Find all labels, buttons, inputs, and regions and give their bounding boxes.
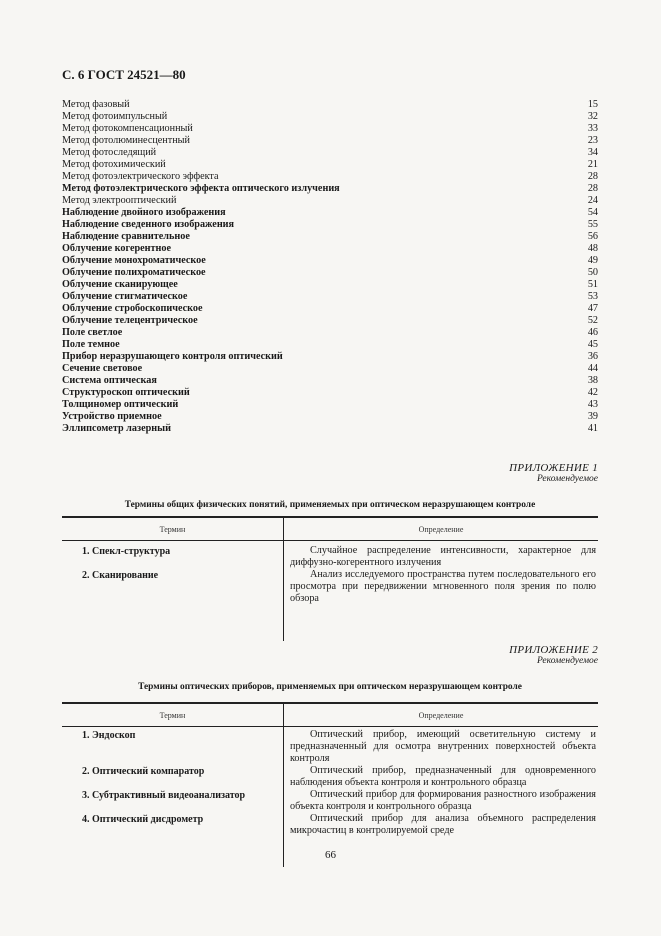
index-term: Поле темное <box>62 339 120 350</box>
appendix-1-title: ПРИЛОЖЕНИЕ 1 <box>509 462 598 474</box>
appendix-2-subtitle: Рекомендуемое <box>536 656 598 666</box>
index-page: 44 <box>587 363 598 374</box>
list-item <box>62 327 598 339</box>
list-item <box>62 363 598 375</box>
appendix-2-table <box>62 702 598 867</box>
index-term: Облучение когерентное <box>62 243 172 254</box>
index-page: 43 <box>587 399 598 410</box>
index-page: 21 <box>587 159 598 170</box>
appendix-2-caption: Термины оптических приборов, применяемых при оптическом неразрушающем контроле <box>138 682 522 692</box>
index-term: Облучение стробоскопическое <box>62 303 203 314</box>
appendix-1-caption: Термины общих физических понятий, применяемых при оптическом неразрушающем контроле <box>124 500 536 510</box>
index-page: 34 <box>587 147 598 158</box>
appendix-1-table <box>62 516 598 641</box>
index-page: 36 <box>587 351 598 362</box>
index-page: 33 <box>587 123 598 134</box>
table-row-definition: Оптический прибор, предназначенный для одновременного наблюдения объекта контроля и контрольного образца <box>290 765 596 788</box>
table-header <box>62 516 598 541</box>
table-row-definition: Оптический прибор для формирования разностного изображения объекта контроля и контрольного образца <box>290 789 596 812</box>
list-item <box>62 111 598 123</box>
index-term: Метод электрооптический <box>62 195 177 206</box>
index-page: 55 <box>587 219 598 230</box>
list-item <box>62 375 598 387</box>
index-term: Прибор неразрушающего контроля оптический <box>62 351 283 362</box>
index-term: Метод фотоэлектрического эффекта <box>62 171 219 182</box>
index-term: Метод фотохимический <box>62 159 166 170</box>
index-page: 28 <box>587 171 598 182</box>
list-item <box>62 183 598 195</box>
list-item <box>62 387 598 399</box>
index-page: 38 <box>587 375 598 386</box>
index-page: 56 <box>587 231 598 242</box>
index-page: 32 <box>587 111 598 122</box>
list-item <box>62 99 598 111</box>
list-item <box>62 351 598 363</box>
index-term: Метод фотоимпульсный <box>62 111 168 122</box>
index-page: 28 <box>587 183 598 194</box>
table-row-term: 1. Спекл-структура <box>82 546 171 557</box>
index-term: Облучение полихроматическое <box>62 267 206 278</box>
table-row-definition: Анализ исследуемого пространства путем последовательного его просмотра при передвижении мгновенного поля зрения по полю обзора <box>290 569 596 604</box>
list-item <box>62 399 598 411</box>
index-page: 52 <box>587 315 598 326</box>
table-row-definition: Случайное распределение интенсивности, характерное для диффузно-когерентного излучения <box>290 545 596 568</box>
index-term: Наблюдение сведенного изображения <box>62 219 235 230</box>
list-item <box>62 159 598 171</box>
index-page: 54 <box>587 207 598 218</box>
index-page: 50 <box>587 267 598 278</box>
table-row-term: 3. Субтрактивный видеоанализатор <box>82 790 246 801</box>
list-item <box>62 135 598 147</box>
list-item <box>62 339 598 351</box>
list-item <box>62 315 598 327</box>
index-term: Метод фотоэлектрического эффекта оптического излучения <box>62 183 340 194</box>
table-row-term: 1. Эндоскоп <box>82 730 136 741</box>
list-item <box>62 423 598 435</box>
list-item <box>62 207 598 219</box>
index-page: 47 <box>587 303 598 314</box>
index-page: 53 <box>587 291 598 302</box>
index-term: Поле светлое <box>62 327 123 338</box>
index-page: 45 <box>587 339 598 350</box>
index-term: Структуроскоп оптический <box>62 387 190 398</box>
table-row-definition: Оптический прибор, имеющий осветительную систему и предназначенный для осмотра внутренних поверхностей объекта контроля <box>290 729 596 764</box>
index-term: Облучение монохроматическое <box>62 255 206 266</box>
index-term: Облучение сканирующее <box>62 279 178 290</box>
index-page: 48 <box>587 243 598 254</box>
list-item <box>62 255 598 267</box>
index-page: 23 <box>587 135 598 146</box>
index-term: Устройство приемное <box>62 411 162 422</box>
appendix-2-heading <box>509 644 598 666</box>
index-page: 39 <box>587 411 598 422</box>
index-term: Сечение световое <box>62 363 143 374</box>
index-page: 24 <box>587 195 598 206</box>
list-item <box>62 147 598 159</box>
index-term: Толщиномер оптический <box>62 399 179 410</box>
list-item <box>62 267 598 279</box>
column-header-definition: Определение <box>418 710 464 720</box>
column-header-term: Термин <box>62 704 284 726</box>
table-header <box>62 702 598 727</box>
page-header: С. 6 ГОСТ 24521—80 <box>62 67 186 82</box>
list-item <box>62 219 598 231</box>
appendix-1-heading <box>509 462 598 484</box>
term-index <box>62 99 598 435</box>
index-page: 41 <box>587 423 598 434</box>
index-page: 46 <box>587 327 598 338</box>
index-term: Метод фотолюминесцентный <box>62 135 190 146</box>
table-row-definition: Оптический прибор для анализа объемного распределения микрочастиц в контролируемой среде <box>290 813 596 836</box>
page-number: 66 <box>325 849 336 861</box>
list-item <box>62 303 598 315</box>
list-item <box>62 291 598 303</box>
table-row-term: 4. Оптический дисдрометр <box>82 814 204 825</box>
appendix-2-title: ПРИЛОЖЕНИЕ 2 <box>509 644 598 656</box>
index-term: Метод фотокомпенсационный <box>62 123 193 134</box>
index-term: Наблюдение сравнительное <box>62 231 190 242</box>
index-term: Метод фазовый <box>62 99 130 110</box>
index-page: 42 <box>587 387 598 398</box>
table-row-term: 2. Сканирование <box>82 570 159 581</box>
list-item <box>62 171 598 183</box>
index-term: Система оптическая <box>62 375 157 386</box>
column-header-term: Термин <box>62 518 284 540</box>
index-page: 49 <box>587 255 598 266</box>
appendix-1-subtitle: Рекомендуемое <box>536 474 598 484</box>
list-item <box>62 231 598 243</box>
index-term: Облучение стигматическое <box>62 291 188 302</box>
list-item <box>62 123 598 135</box>
index-term: Эллипсометр лазерный <box>62 423 171 434</box>
list-item <box>62 411 598 423</box>
index-term: Метод фотоследящий <box>62 147 157 158</box>
table-row-term: 2. Оптический компаратор <box>82 766 205 777</box>
list-item <box>62 243 598 255</box>
list-item <box>62 279 598 291</box>
index-page: 15 <box>587 99 598 110</box>
list-item <box>62 195 598 207</box>
column-header-definition: Определение <box>418 524 464 534</box>
index-term: Наблюдение двойного изображения <box>62 207 226 218</box>
index-page: 51 <box>587 279 598 290</box>
index-term: Облучение телецентрическое <box>62 315 198 326</box>
